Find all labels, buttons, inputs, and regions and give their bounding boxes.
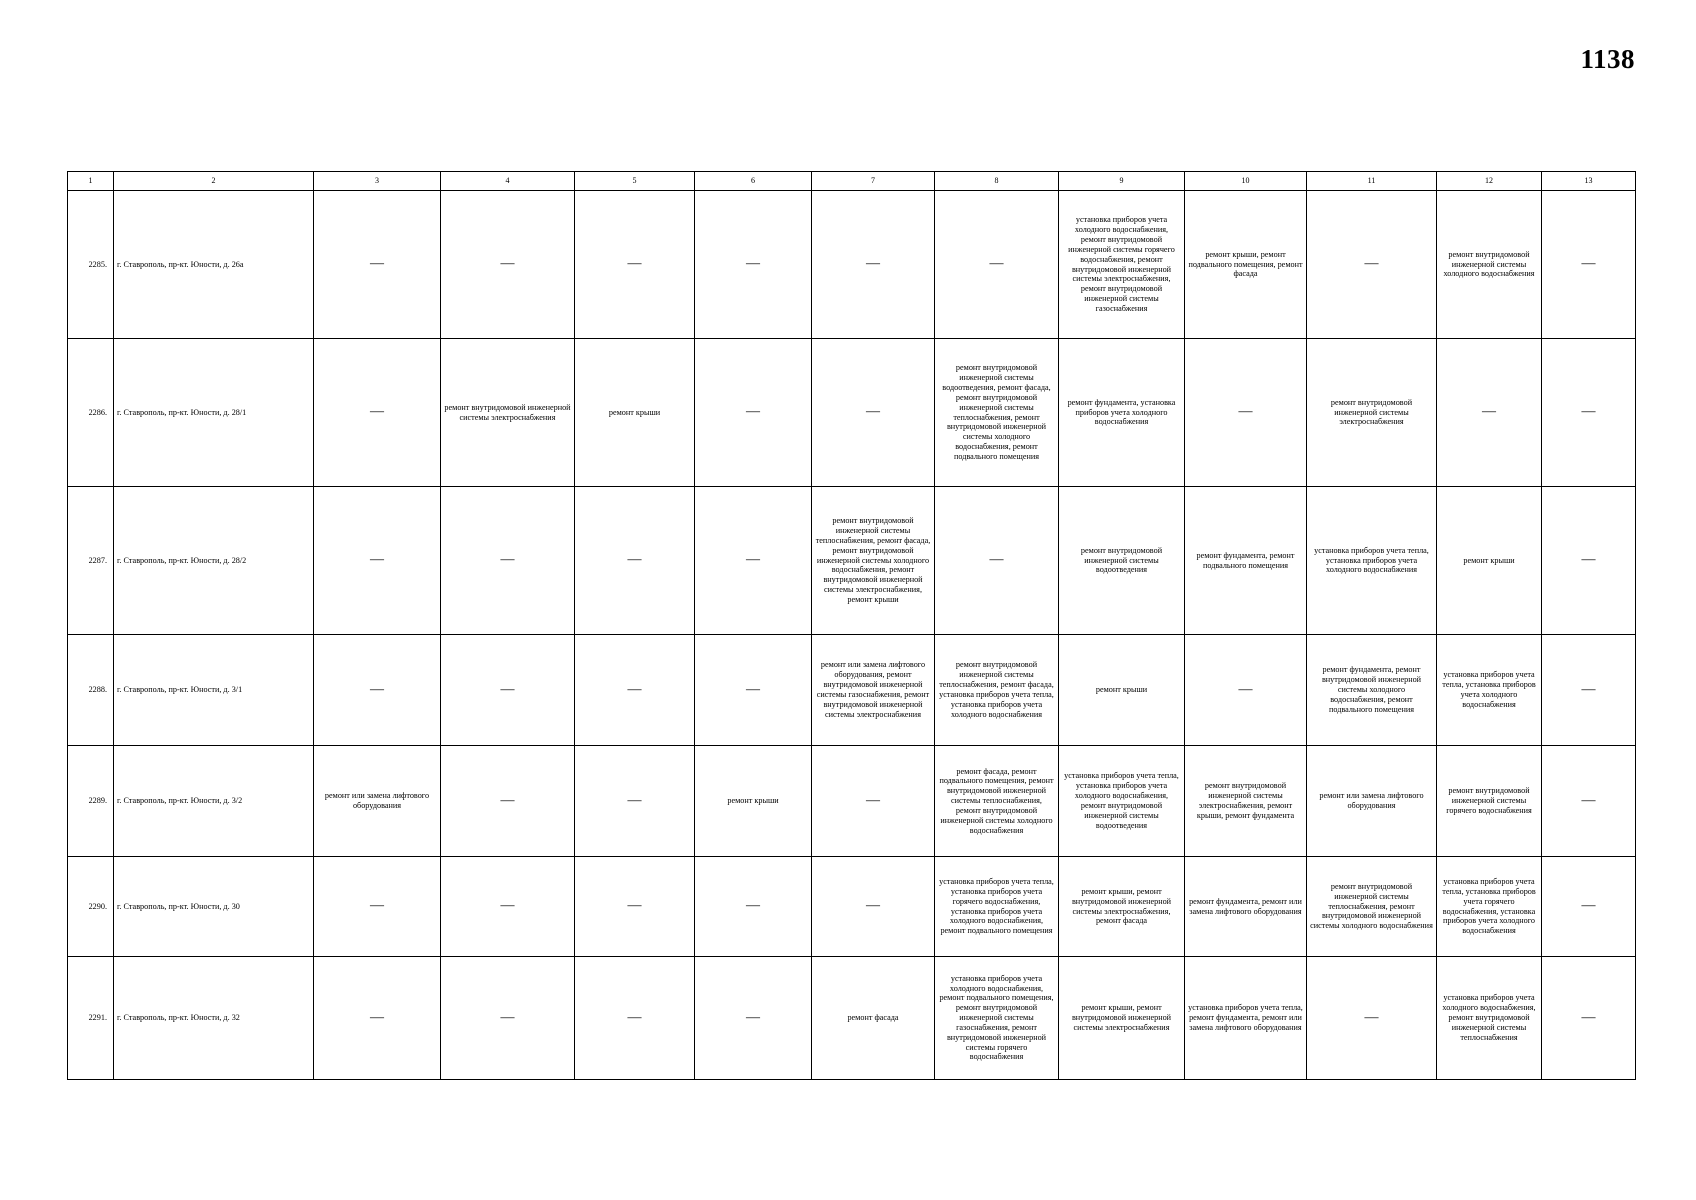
table-cell: ремонт крыши, ремонт внутридомовой инженерной системы электроснабжения, ремонт фасада [1059, 857, 1185, 957]
table-cell: — [441, 487, 575, 635]
table-cell: ремонт внутридомовой инженерной системы водоотведения, ремонт фасада, ремонт внутридомовой инженерной системы теплоснабжения, ремонт внутридомовой инженерной системы холодного водоснабжения, ремонт подвального помещения [935, 339, 1059, 487]
table-cell: — [1542, 746, 1636, 857]
table-cell: ремонт крыши [1059, 635, 1185, 746]
address-cell: г. Ставрополь, пр-кт. Юности, д. 3/1 [114, 635, 314, 746]
table-cell: — [1542, 487, 1636, 635]
table-cell: — [441, 191, 575, 339]
address-cell: г. Ставрополь, пр-кт. Юности, д. 26а [114, 191, 314, 339]
table-cell: установка приборов учета тепла, ремонт фундамента, ремонт или замена лифтового оборудования [1185, 957, 1307, 1080]
table-cell: — [695, 635, 812, 746]
table-row [68, 957, 1636, 1080]
table-cell: ремонт внутридомовой инженерной системы теплоснабжения, ремонт фасада, установка приборов учета тепла, установка приборов учета холодного водоснабжения [935, 635, 1059, 746]
table-cell: — [575, 957, 695, 1080]
address-cell: г. Ставрополь, пр-кт. Юности, д. 28/1 [114, 339, 314, 487]
table-cell: — [1307, 957, 1437, 1080]
row-number: 2285. [68, 191, 114, 339]
table-cell: — [1185, 635, 1307, 746]
table-row [68, 857, 1636, 957]
table-cell: — [812, 339, 935, 487]
table-cell: — [1542, 339, 1636, 487]
table-cell: — [314, 339, 441, 487]
table-cell: — [575, 857, 695, 957]
table-cell: — [575, 191, 695, 339]
table-cell: — [575, 487, 695, 635]
table-cell: установка приборов учета холодного водоснабжения, ремонт внутридомовой инженерной системы горячего водоснабжения, ремонт внутридомовой инженерной системы электроснабжения, ремонт внутридомовой инженерной системы газоснабжения [1059, 191, 1185, 339]
column-header: 9 [1059, 172, 1185, 191]
table-cell: установка приборов учета тепла, установка приборов учета холодного водоснабжения [1307, 487, 1437, 635]
address-cell: г. Ставрополь, пр-кт. Юности, д. 3/2 [114, 746, 314, 857]
table-cell: — [812, 857, 935, 957]
column-header: 7 [812, 172, 935, 191]
address-cell: г. Ставрополь, пр-кт. Юности, д. 30 [114, 857, 314, 957]
table-cell: ремонт внутридомовой инженерной системы холодного водоснабжения [1437, 191, 1542, 339]
column-header: 10 [1185, 172, 1307, 191]
table-cell: — [575, 746, 695, 857]
table-cell: — [695, 339, 812, 487]
table-cell: — [1542, 957, 1636, 1080]
table-cell: установка приборов учета холодного водоснабжения, ремонт внутридомовой инженерной системы теплоснабжения [1437, 957, 1542, 1080]
table-row [68, 487, 1636, 635]
table-cell: ремонт крыши [1437, 487, 1542, 635]
table-cell: — [314, 635, 441, 746]
table-cell: — [1437, 339, 1542, 487]
table-cell: ремонт или замена лифтового оборудования [314, 746, 441, 857]
table-cell: — [812, 746, 935, 857]
column-header: 5 [575, 172, 695, 191]
column-header: 6 [695, 172, 812, 191]
row-number: 2290. [68, 857, 114, 957]
table-cell: — [1542, 857, 1636, 957]
column-number-row [68, 172, 1636, 191]
table-cell: — [695, 487, 812, 635]
table-cell: ремонт внутридомовой инженерной системы теплоснабжения, ремонт внутридомовой инженерной системы холодного водоснабжения [1307, 857, 1437, 957]
column-header: 13 [1542, 172, 1636, 191]
column-header: 3 [314, 172, 441, 191]
table-cell: — [314, 191, 441, 339]
table-cell: — [935, 191, 1059, 339]
row-number: 2286. [68, 339, 114, 487]
row-number: 2291. [68, 957, 114, 1080]
table-cell: — [812, 191, 935, 339]
table-cell: — [935, 487, 1059, 635]
row-number: 2289. [68, 746, 114, 857]
table-cell: — [441, 857, 575, 957]
table-cell: ремонт фундамента, ремонт внутридомовой инженерной системы холодного водоснабжения, ремонт подвального помещения [1307, 635, 1437, 746]
table-cell: ремонт крыши, ремонт внутридомовой инженерной системы электроснабжения [1059, 957, 1185, 1080]
table-cell: — [695, 191, 812, 339]
table-row [68, 339, 1636, 487]
table-cell: — [441, 635, 575, 746]
table-cell: ремонт внутридомовой инженерной системы электроснабжения [441, 339, 575, 487]
column-header: 2 [114, 172, 314, 191]
table-cell: ремонт внутридомовой инженерной системы теплоснабжения, ремонт фасада, ремонт внутридомовой инженерной системы холодного водоснабжения, ремонт внутридомовой инженерной системы электроснабжения, ремонт крыши [812, 487, 935, 635]
address-cell: г. Ставрополь, пр-кт. Юности, д. 32 [114, 957, 314, 1080]
table-cell: ремонт внутридомовой инженерной системы электроснабжения [1307, 339, 1437, 487]
table-cell: ремонт или замена лифтового оборудования, ремонт внутридомовой инженерной системы газоснабжения, ремонт внутридомовой инженерной системы электроснабжения [812, 635, 935, 746]
table-cell: установка приборов учета тепла, установка приборов учета горячего водоснабжения, установка приборов учета холодного водоснабжения, ремонт подвального помещения [935, 857, 1059, 957]
table-cell: — [314, 857, 441, 957]
capital-repair-table [67, 171, 1636, 1080]
address-cell: г. Ставрополь, пр-кт. Юности, д. 28/2 [114, 487, 314, 635]
column-header: 1 [68, 172, 114, 191]
table-cell: ремонт внутридомовой инженерной системы водоотведения [1059, 487, 1185, 635]
table-cell: ремонт фундамента, ремонт подвального помещения [1185, 487, 1307, 635]
table-row [68, 191, 1636, 339]
table-cell: — [695, 957, 812, 1080]
table-cell: ремонт крыши, ремонт подвального помещения, ремонт фасада [1185, 191, 1307, 339]
table-cell: ремонт крыши [695, 746, 812, 857]
table-cell: — [1185, 339, 1307, 487]
table-row [68, 635, 1636, 746]
column-header: 4 [441, 172, 575, 191]
table-cell: — [575, 635, 695, 746]
table-cell: ремонт фасада [812, 957, 935, 1080]
table-cell: ремонт фундамента, установка приборов учета холодного водоснабжения [1059, 339, 1185, 487]
table-cell: ремонт внутридомовой инженерной системы электроснабжения, ремонт крыши, ремонт фундамента [1185, 746, 1307, 857]
row-number: 2287. [68, 487, 114, 635]
table-cell: — [314, 957, 441, 1080]
table-cell: ремонт фундамента, ремонт или замена лифтового оборудования [1185, 857, 1307, 957]
table-cell: — [441, 957, 575, 1080]
table-cell: ремонт фасада, ремонт подвального помещения, ремонт внутридомовой инженерной системы теплоснабжения, ремонт внутридомовой инженерной системы холодного водоснабжения [935, 746, 1059, 857]
page-number: 1138 [1580, 44, 1635, 74]
table-cell: установка приборов учета тепла, установка приборов учета холодного водоснабжения [1437, 635, 1542, 746]
table-cell: ремонт внутридомовой инженерной системы горячего водоснабжения [1437, 746, 1542, 857]
column-header: 8 [935, 172, 1059, 191]
row-number: 2288. [68, 635, 114, 746]
table-cell: ремонт или замена лифтового оборудования [1307, 746, 1437, 857]
table-cell: — [1542, 191, 1636, 339]
column-header: 11 [1307, 172, 1437, 191]
table-cell: установка приборов учета тепла, установка приборов учета горячего водоснабжения, установка приборов учета холодного водоснабжения [1437, 857, 1542, 957]
table-cell: установка приборов учета холодного водоснабжения, ремонт подвального помещения, ремонт внутридомовой инженерной системы газоснабжения, ремонт внутридомовой инженерной системы горячего водоснабжения [935, 957, 1059, 1080]
table-cell: ремонт крыши [575, 339, 695, 487]
table-cell: — [1542, 635, 1636, 746]
table-cell: — [441, 746, 575, 857]
table-cell: установка приборов учета тепла, установка приборов учета холодного водоснабжения, ремонт внутридомовой инженерной системы водоотведения [1059, 746, 1185, 857]
table-cell: — [695, 857, 812, 957]
table-cell: — [314, 487, 441, 635]
table-row [68, 746, 1636, 857]
table-cell: — [1307, 191, 1437, 339]
column-header: 12 [1437, 172, 1542, 191]
